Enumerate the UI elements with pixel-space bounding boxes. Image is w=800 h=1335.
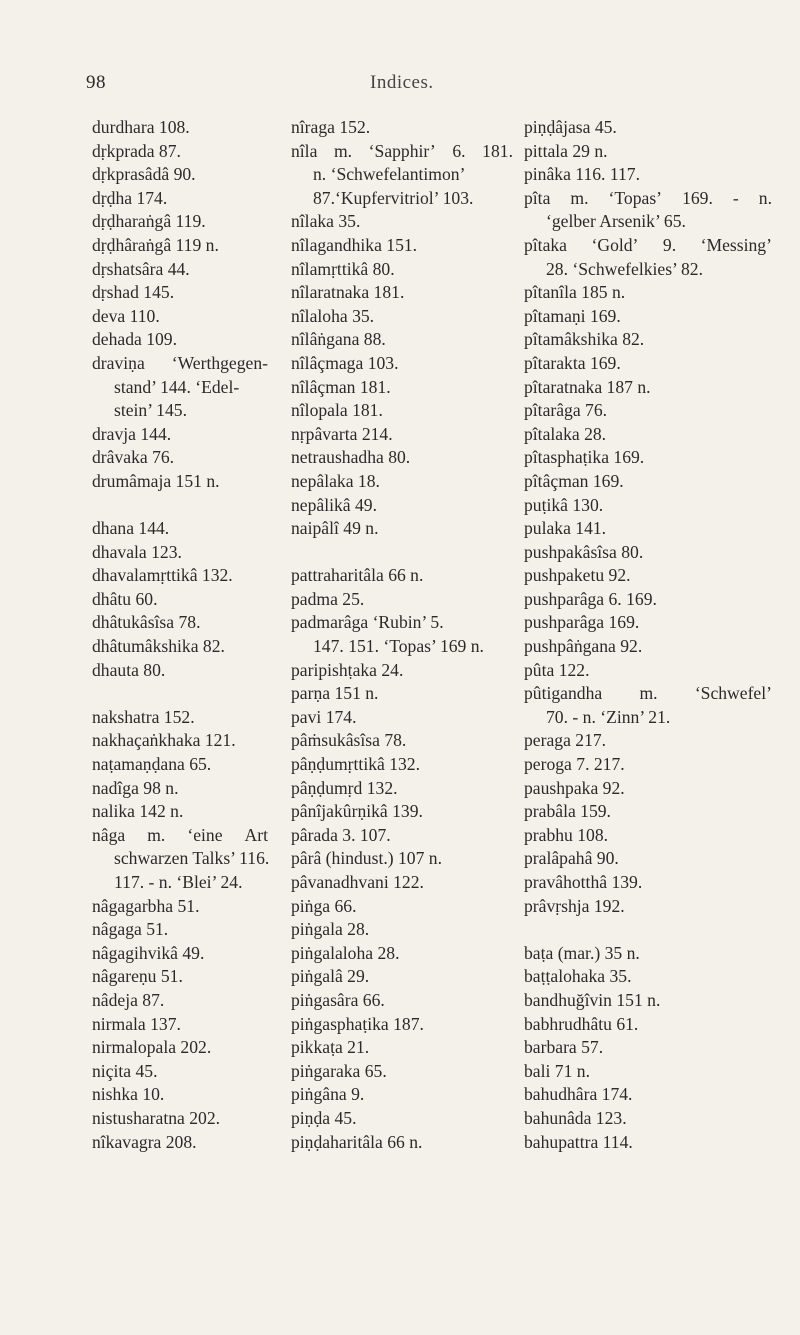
index-entry-line: dhauta 80. bbox=[92, 659, 166, 680]
index-entry-line: prabâla 159. bbox=[524, 801, 611, 822]
index-entry-line: pîtarakta 169. bbox=[524, 352, 621, 373]
index-entry-line: pâṁsukâsîsa 78. bbox=[291, 730, 407, 751]
index-entry-line: pîtaka ‘Gold’ 9. ‘Messing’ bbox=[524, 234, 772, 255]
index-entry-line: pushpâṅgana 92. bbox=[524, 636, 643, 657]
index-entry-line: nakshatra 152. bbox=[92, 706, 195, 727]
index-entry-line: pîtaratnaka 187 n. bbox=[524, 376, 651, 397]
index-entry-line: peraga 217. bbox=[524, 730, 607, 751]
index-entry-line: n. ‘Schwefelantimon’ bbox=[313, 164, 466, 185]
index-entry-line: durdhara 108. bbox=[92, 117, 190, 137]
index-entry-line: piṅgaraka 65. bbox=[291, 1060, 387, 1081]
index-entry-line: bandhuğîvin 151 n. bbox=[524, 989, 661, 1010]
index-entry-line: piṅgasâra 66. bbox=[291, 989, 385, 1010]
index-entry-line: piṇḍa 45. bbox=[291, 1107, 357, 1128]
index-entry-line: 117. - n. ‘Blei’ 24. bbox=[114, 872, 243, 892]
index-column-2 bbox=[291, 116, 516, 1154]
index-entry-line: pîta m. ‘Topas’ 169. - n. bbox=[524, 187, 772, 208]
index-entry-line: nîlâçmaga 103. bbox=[291, 352, 399, 373]
index-entry-line: nadîga 98 n. bbox=[92, 777, 179, 798]
index-entry-line: pittala 29 n. bbox=[524, 140, 608, 161]
index-entry-line: bali 71 n. bbox=[524, 1060, 590, 1081]
page-number: 98 bbox=[86, 72, 106, 93]
index-entry-line: pânîjakûrṇikâ 139. bbox=[291, 801, 423, 822]
index-entry-line: piṅgalaloha 28. bbox=[291, 942, 400, 963]
index-entry-line: pralâpahâ 90. bbox=[524, 848, 619, 869]
index-entry-line: pattraharitâla 66 n. bbox=[291, 565, 424, 586]
index-entry-line: paushpaka 92. bbox=[524, 777, 625, 798]
index-entry-line: piṅga 66. bbox=[291, 895, 357, 916]
index-entry-line: niçita 45. bbox=[92, 1060, 158, 1081]
index-entry-line: nâgagihvikâ 49. bbox=[92, 942, 205, 963]
index-entry-line: nishka 10. bbox=[92, 1084, 165, 1105]
index-entry-line: dṛḍharaṅgâ 119. bbox=[92, 211, 206, 232]
index-entry-line: nepâlikâ 49. bbox=[291, 494, 377, 515]
index-entry-line: 87.‘Kupfervitriol’ 103. bbox=[313, 187, 474, 208]
index-entry-line: nakhaçaṅkhaka 121. bbox=[92, 730, 236, 751]
index-entry-line: pâvanadhvani 122. bbox=[291, 872, 424, 892]
index-entry-line: piṅgâna 9. bbox=[291, 1084, 365, 1105]
index-entry-line: pûta 122. bbox=[524, 659, 590, 680]
index-entry-line: 70. - n. ‘Zinn’ 21. bbox=[546, 706, 671, 727]
index-entry-line: nîlâçman 181. bbox=[291, 376, 391, 397]
index-entry-line: nîlagandhika 151. bbox=[291, 234, 418, 255]
index-entry-line: pârada 3. 107. bbox=[291, 824, 391, 845]
index-entry-line: dhavalamṛttikâ 132. bbox=[92, 565, 233, 586]
index-spacer bbox=[291, 541, 516, 565]
page-header bbox=[0, 72, 800, 102]
index-entry-line: pushparâga 6. 169. bbox=[524, 588, 657, 609]
index-entry-line: stand’ 144. ‘Edel- bbox=[114, 376, 240, 397]
index-entry-line: barbara 57. bbox=[524, 1037, 604, 1058]
index-entry-line: pîtamâkshika 82. bbox=[524, 329, 645, 350]
index-entry-line: dravja 144. bbox=[92, 423, 172, 444]
index-entry-line: baṭa (mar.) 35 n. bbox=[524, 942, 640, 963]
index-entry-line: pîtâçman 169. bbox=[524, 470, 624, 491]
index-entry-line: nâgagarbha 51. bbox=[92, 895, 200, 916]
index-entry-line: pîtarâga 76. bbox=[524, 400, 608, 421]
index-entry-line: paripishṭaka 24. bbox=[291, 659, 404, 680]
running-title: Indices. bbox=[370, 72, 434, 93]
index-entry-line: baṭṭalohaka 35. bbox=[524, 966, 632, 987]
index-entry-line: pîtamaṇi 169. bbox=[524, 305, 621, 326]
index-entry-line: pîtalaka 28. bbox=[524, 423, 607, 444]
index-entry-line: bahupattra 114. bbox=[524, 1131, 633, 1152]
index-entry-line: pushpaketu 92. bbox=[524, 565, 631, 586]
index-entry-line: deva 110. bbox=[92, 305, 160, 326]
index-entry-line: pârâ (hindust.) 107 n. bbox=[291, 848, 442, 869]
index-entry-line: 28. ‘Schwefelkies’ 82. bbox=[546, 258, 703, 279]
index-entry-line: dhâtumâkshika 82. bbox=[92, 636, 225, 657]
index-entry-line: schwarzen Talks’ 116. bbox=[114, 848, 270, 869]
index-entry-line: piṅgala 28. bbox=[291, 919, 370, 940]
index-entry-line: drumâmaja 151 n. bbox=[92, 470, 220, 491]
index-entry-line: padmarâga ‘Rubin’ 5. bbox=[291, 612, 444, 633]
index-entry-line: pravâhotthâ 139. bbox=[524, 872, 643, 892]
index-entry-line: nṛpâvarta 214. bbox=[291, 423, 393, 444]
index-entry-line: naṭamaṇḍana 65. bbox=[92, 754, 212, 775]
index-entry-line: dṛshad 145. bbox=[92, 282, 175, 303]
index-entry-line: pîtasphaṭika 169. bbox=[524, 447, 645, 468]
index-entry-line: parṇa 151 n. bbox=[291, 683, 379, 704]
index-entry-line: netraushadha 80. bbox=[291, 447, 411, 468]
index-spacer bbox=[92, 494, 282, 518]
index-entry-line: nalika 142 n. bbox=[92, 801, 184, 822]
index-entry-line: prabhu 108. bbox=[524, 824, 609, 845]
index-entry-line: dṛshatsâra 44. bbox=[92, 258, 190, 279]
index-column-3 bbox=[524, 116, 774, 1154]
index-column-1 bbox=[92, 116, 282, 1154]
index-entry-line: 147. 151. ‘Topas’ 169 n. bbox=[313, 636, 484, 657]
index-entry-line: nîlâṅgana 88. bbox=[291, 329, 386, 350]
index-entry-line: dhâtu 60. bbox=[92, 588, 158, 609]
index-entry-line: pushparâga 169. bbox=[524, 612, 640, 633]
index-spacer bbox=[524, 918, 774, 942]
index-entry-line: dehada 109. bbox=[92, 329, 178, 350]
index-entry-line: nîla m. ‘Sapphir’ 6. 181. bbox=[291, 140, 513, 161]
index-entry-line: nirmala 137. bbox=[92, 1013, 181, 1034]
index-entry-line: pulaka 141. bbox=[524, 518, 607, 539]
index-entry-line: piṇḍâjasa 45. bbox=[524, 117, 617, 137]
index-entry-line: ‘gelber Arsenik’ 65. bbox=[546, 211, 686, 232]
index-entry-line: nîraga 152. bbox=[291, 117, 371, 137]
index-entry-line: babhrudhâtu 61. bbox=[524, 1013, 639, 1034]
index-entry-line: nirmalopala 202. bbox=[92, 1037, 212, 1058]
index-entry-line: pavi 174. bbox=[291, 706, 357, 727]
index-entry-line: dhana 144. bbox=[92, 518, 170, 539]
index-entry-line: drâvaka 76. bbox=[92, 447, 175, 468]
index-entry-line: nîlopala 181. bbox=[291, 400, 383, 421]
index-entry-line: nepâlaka 18. bbox=[291, 470, 380, 491]
index-entry-line: bahudhâra 174. bbox=[524, 1084, 633, 1105]
index-entry-line: nâgaga 51. bbox=[92, 919, 169, 940]
index-entry-line: nistusharatna 202. bbox=[92, 1107, 221, 1128]
index-entry-line: nîlamṛttikâ 80. bbox=[291, 258, 395, 279]
index-entry-line: naipâlî 49 n. bbox=[291, 518, 379, 539]
index-entry-line: nâgareṇu 51. bbox=[92, 966, 183, 987]
index-entry-line: pâṇḍumṛd 132. bbox=[291, 777, 398, 798]
index-entry-line: padma 25. bbox=[291, 588, 365, 609]
index-entry-line: nîkavagra 208. bbox=[92, 1131, 197, 1152]
index-entry-line: nîlaloha 35. bbox=[291, 305, 375, 326]
index-entry-line: dṛḍha 174. bbox=[92, 187, 168, 208]
index-entry-line: pikkaṭa 21. bbox=[291, 1037, 370, 1058]
index-entry-line: peroga 7. 217. bbox=[524, 754, 625, 775]
index-entry-line: draviṇa ‘Werthgegen- bbox=[92, 352, 268, 373]
index-entry-line: pûtigandha m. ‘Schwefel’ bbox=[524, 683, 772, 704]
index-entry-line: dṛkprada 87. bbox=[92, 140, 181, 161]
index-entry-line: piṇḍaharitâla 66 n. bbox=[291, 1131, 423, 1152]
index-entry-line: prâvṛshja 192. bbox=[524, 895, 625, 916]
index-entry-line: nâdeja 87. bbox=[92, 989, 165, 1010]
index-entry-line: piṅgasphaṭika 187. bbox=[291, 1013, 424, 1034]
index-entry-line: nîlaratnaka 181. bbox=[291, 282, 405, 303]
index-entry-line: dṛkprasâdâ 90. bbox=[92, 164, 196, 185]
index-entry-line: dṛḍhâraṅgâ 119 n. bbox=[92, 234, 219, 255]
index-entry-line: pîtanîla 185 n. bbox=[524, 282, 626, 303]
index-entry-line: dhâtukâsîsa 78. bbox=[92, 612, 201, 633]
index-entry-line: pushpakâsîsa 80. bbox=[524, 541, 644, 562]
index-entry-line: pinâka 116. 117. bbox=[524, 164, 640, 185]
index-entry-line: dhavala 123. bbox=[92, 541, 182, 562]
index-entry-line: bahunâda 123. bbox=[524, 1107, 627, 1128]
index-entry-line: piṅgalâ 29. bbox=[291, 966, 370, 987]
index-entry-line: nâga m. ‘eine Art bbox=[92, 824, 268, 845]
index-spacer bbox=[92, 682, 282, 706]
index-entry-line: nîlaka 35. bbox=[291, 211, 361, 232]
index-entry-line: stein’ 145. bbox=[114, 400, 187, 421]
index-entry-line: puṭikâ 130. bbox=[524, 494, 604, 515]
index-entry-line: pâṇḍumṛttikâ 132. bbox=[291, 754, 420, 775]
